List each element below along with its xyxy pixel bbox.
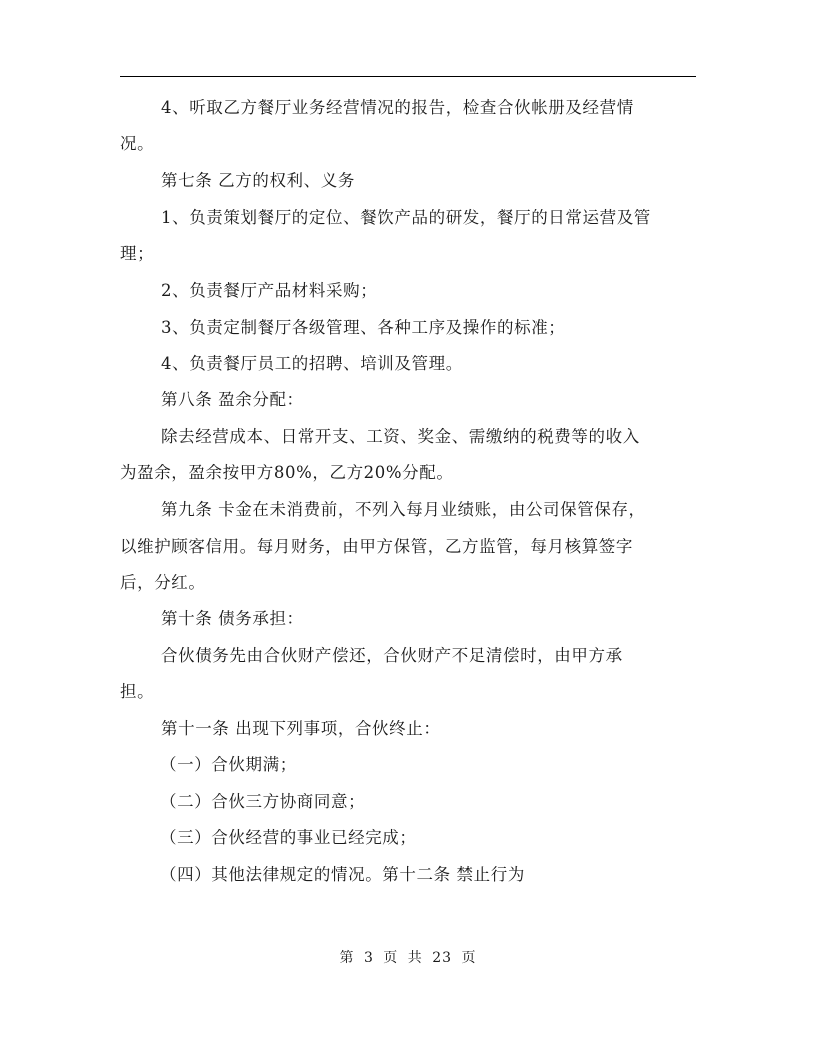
section-heading: 第九条 卡金在未消费前，不列入每月业绩账，由公司保管保存， [161,500,646,519]
text-line: 4、负责餐厅员工的招聘、培训及管理。 [161,354,463,373]
list-item: （三）合伙经营的事业已经完成； [160,828,417,847]
text-line: 后，分红。 [120,573,206,592]
text-line: 除去经营成本、日常开支、工资、奖金、需缴纳的税费等的收入 [161,427,640,446]
section-heading: 第十一条 出现下列事项，合伙终止： [161,719,441,738]
text-line: 担。 [120,682,155,701]
text-line: 4、听取乙方餐厅业务经营情况的报告，检查合伙帐册及经营情 [161,98,634,117]
list-item: （四）其他法律规定的情况。第十二条 禁止行为 [160,865,525,884]
text-line: 以维护顾客信用。每月财务，由甲方保管，乙方监管，每月核算签字 [120,537,633,556]
header-rule [120,76,696,77]
list-item: （二）合伙三方协商同意； [160,792,366,811]
page-number: 第 3 页 共 23 页 [339,950,477,966]
text-line: 况。 [120,134,155,153]
text-line: 3、负责定制餐厅各级管理、各种工序及操作的标准； [161,318,566,337]
list-item: （一）合伙期满； [160,755,297,774]
text-line: 为盈余，盈余按甲方80%，乙方20%分配。 [120,463,454,482]
section-heading: 第八条 盈余分配： [161,390,304,409]
text-line: 2、负责餐厅产品材料采购； [161,281,378,300]
section-heading: 第十条 债务承担： [161,609,304,628]
section-heading: 第七条 乙方的权利、义务 [161,171,355,190]
text-line: 1、负责策划餐厅的定位、餐饮产品的研发，餐厅的日常运营及管 [161,208,651,227]
text-line: 合伙债务先由合伙财产偿还，合伙财产不足清偿时，由甲方承 [161,646,623,665]
text-line: 理； [120,244,155,263]
